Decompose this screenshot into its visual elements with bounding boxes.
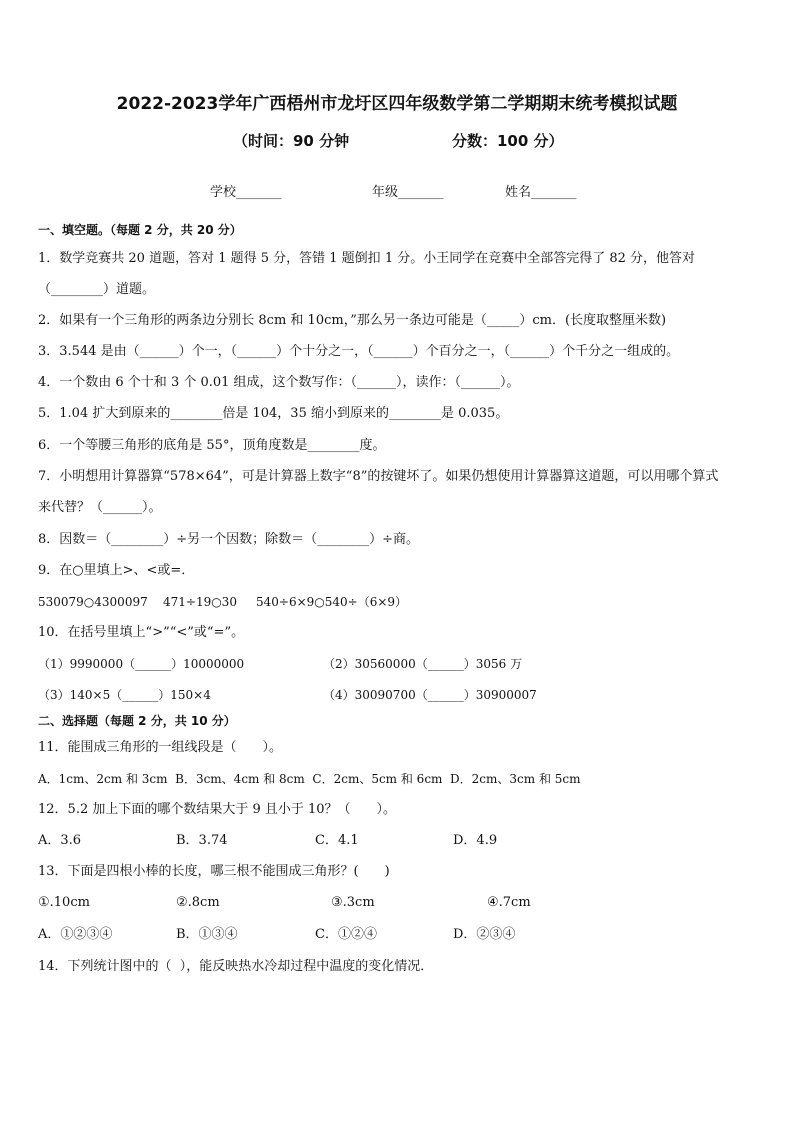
stick-3: ③.3cm <box>331 895 375 910</box>
question-3: 3．3.544 是由（______）个一，（______）个十分之一，（______）个百分之一，（______）个千分之一组成的。 <box>38 344 680 359</box>
question-13-option-a: A．①②③④ <box>38 927 113 942</box>
question-12-option-b: B．3.74 <box>176 833 228 848</box>
question-10-item-1: （1）9990000（______）10000000 <box>38 657 245 671</box>
question-13-option-d: D．②③④ <box>453 927 516 942</box>
question-13: 13．下面是四根小棒的长度，哪三根不能围成三角形？( ) <box>38 864 390 879</box>
question-1-cont: （________）道题。 <box>38 282 156 297</box>
question-5: 5．1.04 扩大到原来的________倍是 104，35 缩小到原来的________是 0.035。 <box>38 406 509 421</box>
question-7: 7．小明想用计算器算“578×64”，可是计算器上数字“8”的按键坏了。如果仍想使用计算器算这道题，可以用哪个算式 <box>38 469 719 484</box>
question-13-option-c: C．①②④ <box>315 927 377 942</box>
question-8: 8．因数＝（________）÷另一个因数；除数＝（________）÷商。 <box>38 532 420 547</box>
question-14: 14．下列统计图中的（ ），能反映热水冷却过程中温度的变化情况． <box>38 959 434 974</box>
stick-2: ②.8cm <box>176 895 220 910</box>
question-12-option-d: D．4.9 <box>453 833 498 848</box>
question-12-option-c: C．4.1 <box>315 833 359 848</box>
name-field: 姓名_______ <box>505 185 577 200</box>
question-10-item-2: （2）30560000（______）3056 万 <box>323 657 523 671</box>
stick-4: ④.7cm <box>487 895 531 910</box>
question-6: 6．一个等腰三角形的底角是 55°，顶角度数是________度。 <box>38 438 386 453</box>
question-10: 10．在括号里填上“>”“<”或“=”。 <box>38 625 245 640</box>
question-12-option-a: A．3.6 <box>38 833 82 848</box>
question-7-cont: 来代替？（______）。 <box>38 500 162 515</box>
section1-heading: 一、填空题。（每题 2 分，共 20 分） <box>38 223 242 237</box>
question-10-item-4: （4）30090700（______）30900007 <box>323 688 537 702</box>
school-field: 学校_______ <box>210 185 282 200</box>
question-9-items: 530079○4300097 471÷19○30 540÷6×9○540÷（6×9） <box>38 595 408 609</box>
question-11: 11．能围成三角形的一组线段是（ ）。 <box>38 740 283 755</box>
question-10-item-3: （3）140×5（______）150×4 <box>38 688 211 702</box>
question-9: 9．在○里填上>、<或=． <box>38 563 195 578</box>
exam-title: 2022-2023学年广西梧州市龙圩区四年级数学第二学期期末统考模拟试题 <box>116 94 678 114</box>
section2-heading: 二、选择题（每题 2 分，共 10 分） <box>38 714 236 728</box>
question-2: 2．如果有一个三角形的两条边分别长 8cm 和 10cm，”那么另一条边可能是（_____）cm．(长度取整厘米数) <box>38 313 667 328</box>
grade-field: 年级_______ <box>372 185 444 200</box>
exam-score: 分数：100 分） <box>452 132 564 150</box>
stick-1: ①.10cm <box>38 895 90 910</box>
question-11-options: A．1cm、2cm 和 3cm B．3cm、4cm 和 8cm C．2cm、5cm 和 6cm D．2cm、3cm 和 5cm <box>38 772 581 786</box>
question-4: 4．一个数由 6 个十和 3 个 0.01 组成，这个数写作：（______），读作：（______）。 <box>38 375 520 390</box>
question-12: 12．5.2 加上下面的哪个数结果大于 9 且小于 10？（ ）。 <box>38 802 397 817</box>
question-13-option-b: B．①③④ <box>176 927 238 942</box>
question-1: 1．数学竞赛共 20 道题，答对 1 题得 5 分，答错 1 题倒扣 1 分。小王同学在竞赛中全部答完得了 82 分，他答对 <box>38 251 696 266</box>
exam-time: （时间：90 分钟 <box>233 132 350 150</box>
